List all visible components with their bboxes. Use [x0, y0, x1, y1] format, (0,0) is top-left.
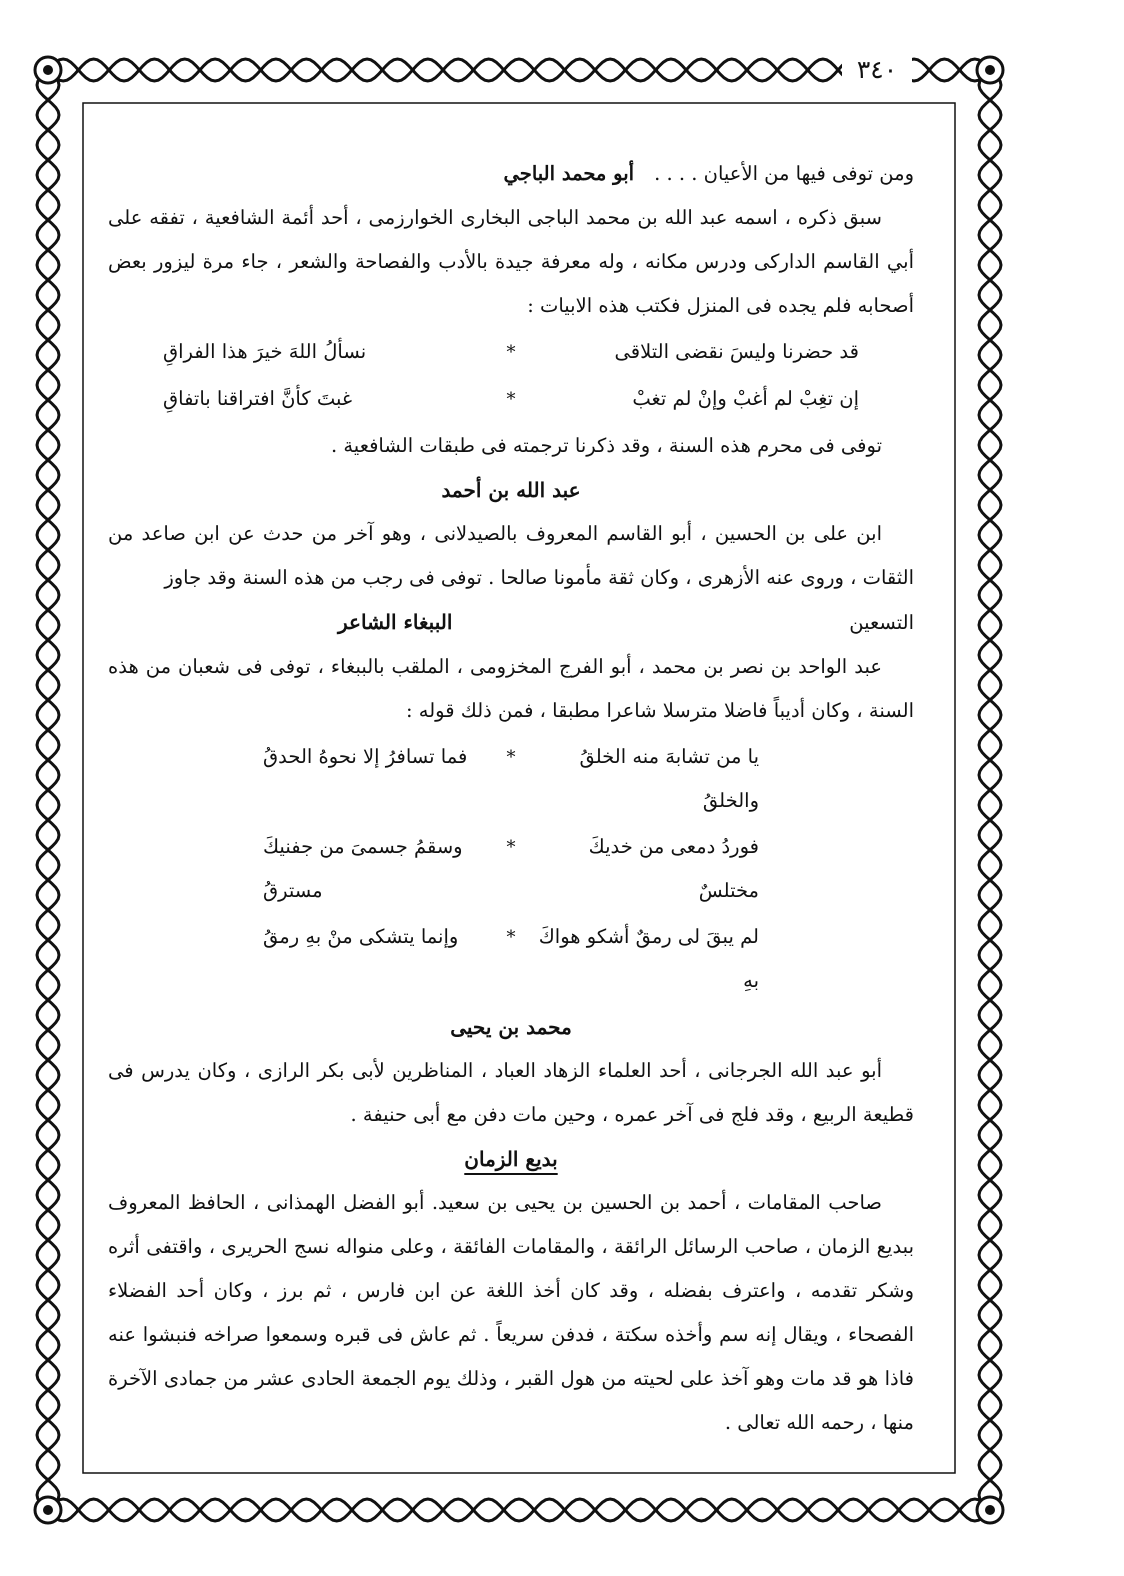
rope-knot — [988, 1358, 992, 1362]
rope-knot — [988, 848, 992, 852]
poem-verse — [108, 330, 914, 375]
rope-knot — [46, 578, 50, 582]
heading-badi-alzaman-text: بديع الزمان — [464, 1147, 558, 1171]
rope-knot — [46, 1478, 50, 1482]
rope-knot — [46, 1388, 50, 1392]
rope-knot — [988, 668, 992, 672]
rope-knot — [46, 368, 50, 372]
rope-knot — [988, 1328, 992, 1332]
rope-knot — [988, 758, 992, 762]
rope-knot — [775, 1508, 779, 1512]
rope-knot — [46, 638, 50, 642]
poem-verse — [108, 825, 914, 913]
corner-ornament-center — [985, 65, 995, 75]
rope-knot — [806, 1508, 810, 1512]
rope-knot — [988, 518, 992, 522]
abdullah-end-line — [108, 600, 914, 645]
rope-knot — [988, 98, 992, 102]
bio-abdullah: ابن على بن الحسين ، أبو القاسم المعروف بالصيدلانى ، وهو آخر من حدث عن ابن صاعد من الثقات ، وروى عنه الأزهرى ، وكان ثقة مأمونا صالحا . توفى فى رجب من هذه السنة وقد جاوز — [108, 522, 914, 589]
rope-knot — [532, 68, 536, 72]
rope-knot — [988, 1418, 992, 1422]
rope-knot — [988, 548, 992, 552]
rope-knot — [988, 368, 992, 372]
rope-knot — [714, 68, 718, 72]
rope-knot — [988, 488, 992, 492]
rope-knot — [988, 878, 992, 882]
heading-abdullah-ibn-ahmad: عبد الله بن أحمد — [441, 478, 581, 502]
page-number: ٣٤٠ — [842, 52, 912, 88]
rope-knot — [988, 1238, 992, 1242]
rope-knot — [471, 68, 475, 72]
rope-knot — [46, 1148, 50, 1152]
rope-knot — [988, 938, 992, 942]
rope-knot — [775, 68, 779, 72]
rope-knot — [46, 1208, 50, 1212]
rope-knot — [988, 128, 992, 132]
rope-knot — [46, 548, 50, 552]
page-body — [108, 152, 914, 1452]
rope-knot — [198, 68, 202, 72]
verse-right-hemistich: يا من تشابهَ منه الخلقُ والخلقُ — [579, 745, 759, 812]
rope-knot — [988, 428, 992, 432]
rope-knot — [259, 1508, 263, 1512]
rope-knot — [988, 1148, 992, 1152]
intro-text: ومن توفى فيها من الأعيان . . . . — [654, 162, 914, 185]
verse-right-hemistich: قد حضرنا وليسَ نقضى التلاقى — [614, 340, 859, 363]
rope-knot — [988, 1028, 992, 1032]
rope-knot — [46, 1058, 50, 1062]
rope-knot — [380, 68, 384, 72]
corner-ornament-center — [985, 1505, 995, 1515]
verse-left-hemistich: غبتَ كأنَّ افتراقنا باتفاقِ — [163, 387, 353, 410]
rope-knot — [441, 68, 445, 72]
rope-knot — [46, 968, 50, 972]
bio-abdullah-end: التسعين — [849, 611, 914, 634]
rope-knot — [714, 1508, 718, 1512]
rope-knot — [46, 788, 50, 792]
rope-knot — [46, 128, 50, 132]
rope-knot — [46, 1448, 50, 1452]
rope-knot — [988, 1298, 992, 1302]
rope-knot — [46, 1028, 50, 1032]
intro-line — [108, 152, 914, 196]
rope-knot — [988, 458, 992, 462]
verse-separator-star: * — [506, 342, 516, 363]
rope-knot — [46, 998, 50, 1002]
rope-knot — [259, 68, 263, 72]
rope-knot — [319, 1508, 323, 1512]
rope-knot — [988, 1478, 992, 1482]
bio-badi-alzaman: صاحب المقامات ، أحمد بن الحسين بن يحيى بن سعيد. أبو الفضل الهمذانى ، الحافظ المعروف ببديع الزمان ، صاحب الرسائل الرائقة ، والمقامات الفائقة ، وعلى منواله نسج الحريرى ، واقتفى أثره وشكر تقدمه ، واعترف بفضله ، وقد كان أخذ اللغة عن ابن فارس ، ثم برز ، وكان أحد الفضلاء الفصحاء ، ويقال إنه سم وأخذه سكتة ، فدفن سريعاً . ثم عاش فى قبره وسمعوا صراخه فنبشوا عنه فاذا هو قد مات وهو آخذ على لحيته من هول القبر ، وذلك يوم الجمعة الحادى عشر من جمادى الآخرة منها ، رحمه الله تعالى . — [108, 1191, 914, 1434]
rope-knot — [957, 68, 961, 72]
verse-left-hemistich: فما تسافرُ إلا نحوهُ الحدقُ — [263, 745, 468, 768]
rope-knot — [684, 1508, 688, 1512]
rope-knot — [988, 728, 992, 732]
rope-knot — [410, 68, 414, 72]
rope-knot — [46, 878, 50, 882]
poem-verse — [108, 377, 914, 422]
rope-knot — [46, 518, 50, 522]
rope-knot — [988, 818, 992, 822]
rope-knot — [836, 1508, 840, 1512]
rope-knot — [502, 1508, 506, 1512]
rope-knot — [46, 668, 50, 672]
rope-knot — [46, 1358, 50, 1362]
rope-knot — [46, 1418, 50, 1422]
rope-knot — [107, 68, 111, 72]
rope-knot — [46, 938, 50, 942]
rope-knot — [46, 848, 50, 852]
rope-knot — [988, 158, 992, 162]
rope-knot — [988, 578, 992, 582]
rope-strand — [48, 1499, 990, 1521]
rope-knot — [593, 68, 597, 72]
poem-verse — [108, 735, 914, 823]
rope-knot — [46, 218, 50, 222]
rope-knot — [46, 188, 50, 192]
rope-knot — [46, 608, 50, 612]
rope-knot — [988, 1178, 992, 1182]
rope-knot — [562, 68, 566, 72]
rope-knot — [988, 968, 992, 972]
verse-right-hemistich: إن تغِبْ لم أغبْ وإنْ لم تغبْ — [632, 387, 859, 410]
rope-knot — [167, 1508, 171, 1512]
rope-knot — [988, 1208, 992, 1212]
bio-albabbagha: عبد الواحد بن نصر بن محمد ، أبو الفرج المخزومى ، الملقب بالببغاء ، توفى فى شعبان من هذه السنة ، وكان أديباً فاضلا مترسلا شاعرا مطبقا ، فمن ذلك قوله : — [108, 655, 914, 722]
rope-knot — [897, 1508, 901, 1512]
rope-knot — [988, 308, 992, 312]
rope-knot — [988, 638, 992, 642]
rope-knot — [988, 1388, 992, 1392]
verse-left-hemistich: وسقمُ جسمىَ من جفنيكَ مسترقُ — [263, 835, 463, 902]
rope-knot — [927, 68, 931, 72]
rope-knot — [988, 1118, 992, 1122]
rope-knot — [46, 278, 50, 282]
rope-knot — [46, 488, 50, 492]
heading-abu-muhammad-albaji: أبو محمد الباجي — [503, 162, 635, 185]
rope-knot — [745, 1508, 749, 1512]
rope-knot — [350, 68, 354, 72]
corner-ornament-center — [43, 1505, 53, 1515]
rope-knot — [228, 68, 232, 72]
verse-left-hemistich: نسألُ اللهَ خيرَ هذا الفراقِ — [163, 340, 367, 363]
rope-knot — [289, 68, 293, 72]
rope-knot — [988, 998, 992, 1002]
rope-knot — [988, 1058, 992, 1062]
verse-separator-star: * — [506, 927, 516, 948]
rope-knot — [46, 1178, 50, 1182]
bio-muhammad-ibn-yahya: أبو عبد الله الجرجانى ، أحد العلماء الزهاد العباد ، المناظرين لأبى بكر الرازى ، وكان يدرس فى قطيعة الربيع ، وقد فلج فى آخر عمره ، وحين مات دفن مع أبى حنيفة . — [108, 1059, 914, 1126]
rope-knot — [46, 248, 50, 252]
rope-knot — [988, 218, 992, 222]
rope-knot — [654, 68, 658, 72]
bio-albaji: سبق ذكره ، اسمه عبد الله بن محمد الباجى البخارى الخوارزمى ، أحد أئمة الشافعية ، تفقه على أبي القاسم الداركى ودرس مكانه ، وله معرفة جيدة بالأدب والفصاحة والشعر ، جاء مرة ليزور بعض أصحابه فلم يجده فى المنزل فكتب هذه الابيات : — [108, 206, 914, 317]
rope-knot — [46, 818, 50, 822]
rope-knot — [988, 788, 992, 792]
rope-knot — [76, 1508, 80, 1512]
rope-knot — [623, 1508, 627, 1512]
rope-knot — [988, 908, 992, 912]
poem-verse — [108, 915, 914, 1003]
rope-knot — [228, 1508, 232, 1512]
rope-knot — [745, 68, 749, 72]
rope-knot — [988, 398, 992, 402]
rope-knot — [76, 68, 80, 72]
verse-right-hemistich: فوردُ دمعى من خديكَ مختلسٌ — [588, 835, 759, 902]
rope-knot — [988, 1268, 992, 1272]
verse-separator-star: * — [506, 389, 516, 410]
rope-knot — [46, 398, 50, 402]
rope-knot — [471, 1508, 475, 1512]
verse-separator-star: * — [506, 747, 516, 768]
rope-knot — [988, 278, 992, 282]
rope-knot — [806, 68, 810, 72]
heading-badi-alzaman — [108, 1137, 914, 1181]
heading-muhammad-ibn-yahya: محمد بن يحيى — [450, 1015, 572, 1039]
rope-knot — [350, 1508, 354, 1512]
rope-knot — [988, 1088, 992, 1092]
rope-knot — [836, 68, 840, 72]
rope-knot — [684, 68, 688, 72]
rope-knot — [198, 1508, 202, 1512]
rope-knot — [46, 1118, 50, 1122]
rope-knot — [46, 758, 50, 762]
rope-knot — [46, 908, 50, 912]
rope-knot — [46, 458, 50, 462]
rope-knot — [593, 1508, 597, 1512]
rope-knot — [46, 1298, 50, 1302]
rope-knot — [988, 338, 992, 342]
rope-knot — [319, 68, 323, 72]
rope-knot — [988, 608, 992, 612]
rope-knot — [988, 248, 992, 252]
rope-knot — [46, 338, 50, 342]
rope-knot — [46, 728, 50, 732]
rope-knot — [380, 1508, 384, 1512]
verse-separator-star: * — [506, 837, 516, 858]
rope-knot — [957, 1508, 961, 1512]
rope-knot — [988, 188, 992, 192]
rope-strand — [48, 1499, 990, 1521]
rope-knot — [562, 1508, 566, 1512]
rope-knot — [988, 1448, 992, 1452]
rope-knot — [137, 1508, 141, 1512]
rope-knot — [46, 158, 50, 162]
heading-albabbagha: الببغاء الشاعر — [338, 610, 453, 634]
rope-knot — [46, 428, 50, 432]
rope-knot — [988, 698, 992, 702]
rope-knot — [46, 698, 50, 702]
verse-left-hemistich: وإنما يتشكى منْ بهِ رمقُ — [263, 925, 459, 948]
rope-knot — [46, 98, 50, 102]
rope-knot — [502, 68, 506, 72]
rope-knot — [46, 1268, 50, 1272]
rope-knot — [167, 68, 171, 72]
rope-knot — [137, 68, 141, 72]
death-note-albaji: توفى فى محرم هذه السنة ، وقد ذكرنا ترجمته فى طبقات الشافعية . — [330, 434, 882, 457]
rope-knot — [46, 1328, 50, 1332]
rope-knot — [927, 1508, 931, 1512]
rope-knot — [654, 1508, 658, 1512]
corner-ornament-center — [43, 65, 53, 75]
rope-knot — [441, 1508, 445, 1512]
rope-knot — [866, 1508, 870, 1512]
rope-knot — [46, 308, 50, 312]
rope-knot — [532, 1508, 536, 1512]
rope-knot — [46, 1088, 50, 1092]
rope-knot — [46, 1238, 50, 1242]
rope-knot — [410, 1508, 414, 1512]
rope-knot — [623, 68, 627, 72]
rope-knot — [107, 1508, 111, 1512]
verse-right-hemistich: لم يبقَ لى رمقٌ أشكو هواكَ بهِ — [538, 925, 759, 992]
rope-knot — [289, 1508, 293, 1512]
